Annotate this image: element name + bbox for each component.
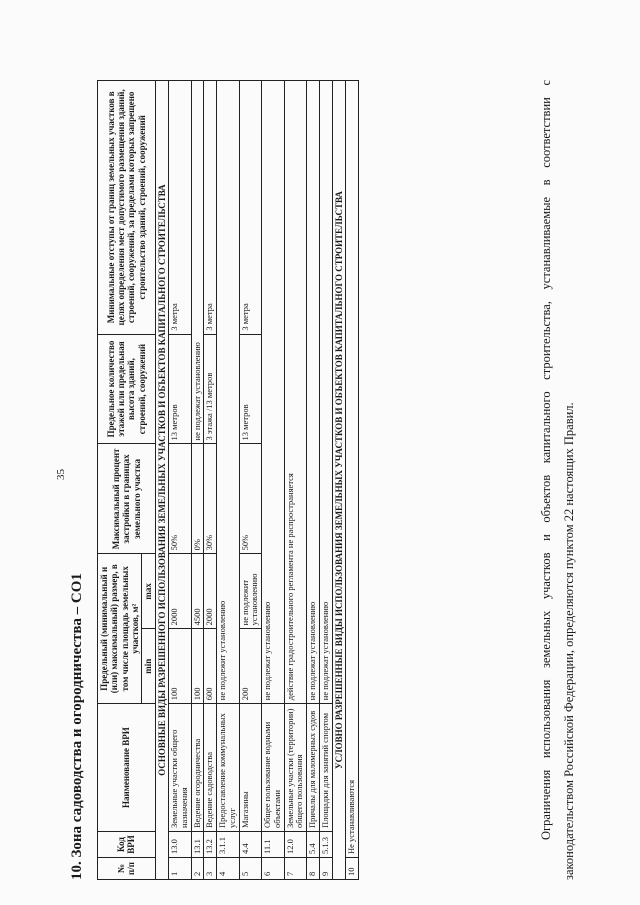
header-area: Предельный (минимальный и (или) максимальный) размер, в том числе площадь земельных участков, м² xyxy=(98,554,142,704)
cell-merged: не подлежит установлению xyxy=(217,81,240,704)
cell-name: Причалы для маломерных судов xyxy=(307,704,320,832)
table-row xyxy=(346,81,359,880)
cell-coverage: 0% xyxy=(191,444,204,554)
header-coverage: Максимальный процент застройки в границах земельного участка xyxy=(98,444,156,554)
cell-min: 100 xyxy=(169,629,192,704)
table-row xyxy=(320,81,333,880)
cell-num: 7 xyxy=(284,858,307,880)
table-row xyxy=(191,81,204,880)
cell-min: 100 xyxy=(191,629,204,704)
cell-num: 8 xyxy=(307,858,320,880)
cell-code: 5.4 xyxy=(307,832,320,858)
cell-code: 11.1 xyxy=(262,832,285,858)
cell-min: 200 xyxy=(239,629,262,704)
table-row xyxy=(204,81,217,880)
cell-name: Ведение садоводства xyxy=(204,704,217,832)
cell-name: Предоставление коммунальных услуг xyxy=(217,704,240,832)
header-min: min xyxy=(142,629,155,704)
table-row xyxy=(217,81,240,880)
rotated-page xyxy=(45,20,605,880)
cell-code: 13.0 xyxy=(169,832,192,858)
cell-coverage: 50% xyxy=(239,444,262,554)
section-conditional-row xyxy=(332,81,345,880)
cell-name: Площадки для занятий спортом xyxy=(320,704,333,832)
cell-code: 4.4 xyxy=(239,832,262,858)
cell-setback: 3 метра xyxy=(204,81,217,335)
footer-text: Ограничения использования земельных участков и объектов капитального строительства, устанавливаемые в соответствии с законодательством Российской Федерации, определяются пунктом 22 настоящих Правил. xyxy=(539,80,576,880)
cell-merged: не подлежат установлению xyxy=(320,81,333,704)
cell-max: 4500 xyxy=(191,554,204,629)
cell-name: Ведение огородничества xyxy=(191,704,204,832)
footer-note xyxy=(535,80,580,880)
cell-code: 3.1.1 xyxy=(217,832,240,858)
section-main: ОСНОВНЫЕ ВИДЫ РАЗРЕШЕННОГО ИСПОЛЬЗОВАНИЯ ЗЕМЕЛЬНЫХ УЧАСТКОВ И ОБЪЕКТОВ КАПИТАЛЬНОГО СТРОИТЕЛЬСТВА xyxy=(155,81,168,880)
cell-num: 5 xyxy=(239,858,262,880)
cell-num: 2 xyxy=(191,858,204,880)
cell-min: 600 xyxy=(204,629,217,704)
page-title: 10. Зона садоводства и огородничества – СО1 xyxy=(69,573,85,880)
cell-max: 2000 xyxy=(169,554,192,629)
table-row xyxy=(284,81,307,880)
zone-regulations-table xyxy=(97,80,359,880)
table-row xyxy=(169,81,192,880)
cell-floors: 13 метров xyxy=(169,334,192,444)
cell-code: 12.0 xyxy=(284,832,307,858)
cell-merged: не подлежат установлению xyxy=(191,81,204,444)
cell-num: 3 xyxy=(204,858,217,880)
cell-name: Земельные участки (территории) общего пользования xyxy=(284,704,307,832)
cell-num: 1 xyxy=(169,858,192,880)
cell-floors: 3 этажа /13 метров xyxy=(204,334,217,444)
cell-name: Общее пользование водными объектами xyxy=(262,704,285,832)
cell-num: 9 xyxy=(320,858,333,880)
section-main-row xyxy=(155,81,168,880)
header-setback: Минимальные отступы от границ земельных участков в целях определения мест допустимого размещения зданий, строений, сооружений, за пределами которых запрещено строительство зданий, строений, сооружений xyxy=(98,81,156,335)
table-row xyxy=(239,81,262,880)
header-code: Код ВРИ xyxy=(98,832,156,858)
cell-setback: 3 метра xyxy=(239,81,262,335)
header-num: № п/п xyxy=(98,858,156,880)
table-row xyxy=(262,81,285,880)
page-number: 35 xyxy=(55,469,67,480)
cell-coverage: 30% xyxy=(204,444,217,554)
cell-coverage: 50% xyxy=(169,444,192,554)
cell-num: 6 xyxy=(262,858,285,880)
cell-name: Земельные участки общего назначения xyxy=(169,704,192,832)
cell-max: 2000 xyxy=(204,554,217,629)
header-name: Наименование ВРИ xyxy=(98,704,156,832)
cell-max: не подлежит установлению xyxy=(239,554,262,629)
cell-num: 10 xyxy=(346,858,359,880)
cell-code: 5.1.3 xyxy=(320,832,333,858)
cell-setback: 3 метра xyxy=(169,81,192,335)
header-floors: Предельное количество этажей или предельная высота зданий, строений, сооружений xyxy=(98,334,156,444)
header-max: max xyxy=(142,554,155,629)
header-row xyxy=(98,81,142,880)
cell-merged: не подлежат установлению xyxy=(262,81,285,704)
cell-num: 4 xyxy=(217,858,240,880)
cell-floors: 13 метров xyxy=(239,334,262,444)
cell-merged: Не устанавливаются xyxy=(346,81,359,858)
cell-code: 13.2 xyxy=(204,832,217,858)
cell-merged: не подлежат установлению xyxy=(307,81,320,704)
cell-merged: действие градостроительного регламента не распространяется xyxy=(284,81,307,704)
cell-name: Магазины xyxy=(239,704,262,832)
cell-code: 13.1 xyxy=(191,832,204,858)
table-row xyxy=(307,81,320,880)
section-conditional: УСЛОВНО РАЗРЕШЕННЫЕ ВИДЫ ИСПОЛЬЗОВАНИЯ ЗЕМЕЛЬНЫХ УЧАСТКОВ И ОБЪЕКТОВ КАПИТАЛЬНОГО СТРОИТЕЛЬСТВА xyxy=(332,81,345,880)
